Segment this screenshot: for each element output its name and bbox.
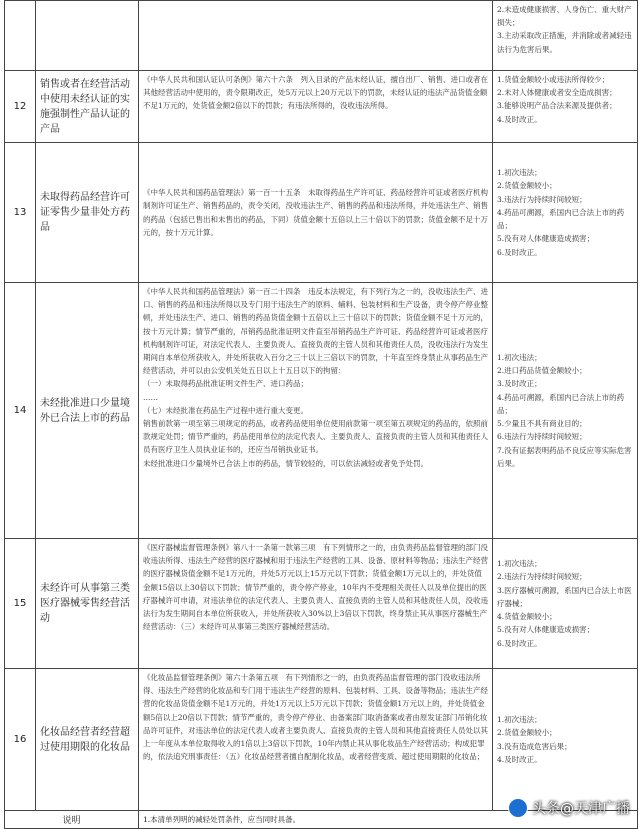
condition-item: 2.货值金额较小； — [497, 181, 557, 191]
condition-item: 3.及时改正； — [497, 379, 542, 389]
condition-item: 2.违法行为持续时间较短； — [497, 572, 587, 582]
condition-item: 6.及时改正。 — [497, 247, 542, 257]
law-text: 《中华人民共和国认证认可条例》第六十六条 列入目录的产品未经认证，擅自出厂、销售、进口或者在其他经营活动中使用的，责令限期改正，处5万元以上20万元以下的罚款，未经认证的违法产品货值金额不足1万元的，处货值金额2倍以下的罚款；有违法所得的，没收违法所得。 — [143, 75, 488, 111]
watermark-text: 头条@天津广播 — [532, 801, 630, 817]
condition-item: 3.没有造成危害后果； — [497, 741, 572, 751]
condition-item: 4.及时改正。 — [497, 114, 542, 124]
condition-item: 2.未造成健康损害、人身伤亡、重大财产损失； — [497, 5, 632, 28]
table-row — [5, 283, 638, 539]
law-cell — [139, 539, 493, 669]
condition-cell — [493, 283, 638, 539]
condition-item: 2.进口药品货值金额较小； — [497, 366, 587, 376]
condition-item: 6.及时改正。 — [497, 638, 542, 648]
condition-item: 1.初次违法； — [497, 353, 542, 363]
table-row — [5, 71, 638, 143]
law-cell — [139, 143, 493, 283]
condition-cell — [493, 539, 638, 669]
law-text: …… — [143, 392, 158, 402]
condition-cell — [493, 143, 638, 283]
condition-item: 4.药品可溯源，系国内已合法上市的药品； — [497, 207, 625, 231]
violation-name: 未取得药品经营许可证零售少量非处方药品 — [36, 143, 139, 283]
table-row — [5, 669, 638, 811]
condition-item: 7.没有证据表明药品不良反应等实际危害后果。 — [497, 445, 632, 468]
condition-cell — [493, 669, 638, 811]
violation-name: 未经许可从事第三类医疗器械零售经营活动 — [36, 539, 139, 669]
condition-item: 4.及时改正。 — [497, 754, 542, 764]
condition-item: 4.货值金额较小； — [497, 612, 557, 622]
condition-cell — [493, 1, 638, 71]
condition-item: 5.没有对人体健康造成损害； — [497, 234, 595, 244]
law-text: 未经批准进口少量境外已合法上市的药品，情节较轻的，可以依法减轻或者免予处罚。 — [143, 458, 428, 468]
law-text: 《医疗器械监督管理条例》第八十一条第一款第三项 有下列情形之一的，由负责药品监督管理的部门没收违法所得、违法生产经营的医疗器械和用于违法生产经营的工具、设备、原材料等物品；违法生产经营的医疗器械货值金额不足1万元的，并处5万元以上15万元以下罚款；货值金额1万元以上的，并处货值金额15倍以上30倍以下罚款；情节严重的，责令停产停业，10年内不受理相关责任人以及单位提出的医疗器械许可申请，对违法单位的法定代表人、主要负责人、直接负责的主管人员和其他责任人员，没收违法行为发生期间自本单位所获收入，并处所获收入30%以上3倍以下罚款，终身禁止其从事医疗器械生产经营活动：（三）未经许可从事第三类医疗器械经营活动。 — [143, 543, 488, 632]
law-text: （七）未经批准在药品生产过程中进行重大变更。 — [143, 405, 308, 415]
law-text: （一）未取得药品批准证明文件生产、进口药品； — [143, 379, 308, 389]
watermark — [508, 798, 630, 818]
table-row — [5, 143, 638, 283]
row-number: 16 — [5, 669, 36, 811]
law-text: 《化妆品监督管理条例》第六十条第五项 有下列情形之一的，由负责药品监督管理的部门没收违法所得、违法生产经营的化妆品和专门用于违法生产经营的原料、包装材料、工具、设备等物品；违法生产经营的化妆品货值金额不足1万元的，并处1万元以上5万元以下罚款；货值金额1万元以上的，并处货值金额5倍以上20倍以下罚款；情节严重的，责令停产停业、由备案部门取消备案或者由原发证部门吊销化妆品许可证件，对违法单位的法定代表人或者主要负责人、直接负责的主管人员和其他直接责任人员处以其上一年度从本单位取得收入的1倍以上3倍以下罚款，10年内禁止其从事化妆品生产经营活动；构成犯罪的，依法追究刑事责任：（五）化妆品经营者擅自配制化妆品，或者经营变质、超过使用期限的化妆品； — [143, 673, 488, 762]
row-number: 14 — [5, 283, 36, 539]
law-text: 《中华人民共和国药品管理法》第一百二十四条 违反本法规定，有下列行为之一的，没收违法生产、进口、销售的药品和违法所得以及专门用于违法生产的原料、辅料、包装材料和生产设备，责令停产停业整顿，并处违法生产、进口、销售的药品货值金额十五倍以上三十倍以下的罚款；货值金额不足十万元的，按十万元计算；情节严重的，吊销药品批准证明文件直至吊销药品生产许可证、药品经营许可证或者医疗机构制剂许可证，对法定代表人、主要负责人、直接负责的主管人员和其他责任人员，没收违法行为发生期间自本单位所获收入，并处所获收入百分之三十以上三倍以下的罚款，十年直至终身禁止从事药品生产经营活动，并可以由公安机关处五日以上十五日以下的拘留： — [143, 287, 488, 376]
law-cell — [139, 71, 493, 143]
footer-note: 1.本清单列明的减轻处罚条件，应当同时具备。 — [139, 811, 638, 829]
broadcast-logo-icon — [508, 798, 528, 818]
condition-item: 3.医疗器械可溯源，系国内已合法上市医疗器械； — [497, 585, 632, 608]
row-number: 12 — [5, 71, 36, 143]
violation-name: 销售或者在经营活动中使用未经认证的实施强制性产品认证的产品 — [36, 71, 139, 143]
condition-item: 3.能够说明产品合法来源及提供者； — [497, 101, 617, 111]
condition-item: 5.少量且不具有商业目的； — [497, 419, 587, 429]
condition-item: 6.违法行为持续时间较短； — [497, 432, 587, 442]
condition-cell — [493, 71, 638, 143]
table-row — [5, 1, 638, 71]
row-number: 13 — [5, 143, 36, 283]
law-cell — [139, 669, 493, 811]
condition-item: 2.货值金额较小； — [497, 728, 557, 738]
law-cell — [139, 283, 493, 539]
condition-item: 1.初次违法； — [497, 559, 542, 569]
violation-name: 化妆品经营者经营超过使用期限的化妆品 — [36, 669, 139, 811]
table-row — [5, 539, 638, 669]
condition-item: 3.主动采取改正措施，并消除或者减轻违法行为危害后果。 — [497, 31, 632, 54]
condition-item: 5.没有对人体健康造成损害； — [497, 625, 595, 635]
law-text: 《中华人民共和国药品管理法》第一百一十五条 未取得药品生产许可证、药品经营许可证或者医疗机构制剂许可证生产、销售药品的，责令关闭，没收违法生产、销售的药品和违法所得，并处违法生产、销售的药品（包括已售出和未售出的药品，下同）货值金额十五倍以上三十倍以下的罚款；货值金额不足十万元的，按十万元计算。 — [143, 188, 488, 237]
condition-item: 2.未对人体健康或者安全造成损害； — [497, 88, 617, 98]
violation-name: 未经批准进口少量境外已合法上市的药品 — [36, 283, 139, 539]
law-text: 销售前款第一项至第三项规定的药品，或者药品使用单位使用前款第一项至第五项规定的药品的，依照前款规定处罚；情节严重的，药品使用单位的法定代表人、主要负责人、直接负责的主管人员和其他责任人员有医疗卫生人员执业证书的，还应当吊销执业证书。 — [143, 419, 488, 455]
condition-item: 1.初次违法； — [497, 168, 542, 178]
condition-item: 1.货值金额较小或违法所得较少； — [497, 75, 610, 84]
footer-label: 说明 — [5, 811, 139, 829]
row-number: 15 — [5, 539, 36, 669]
condition-item: 3.违法行为持续时间较短； — [497, 194, 587, 204]
condition-item: 1.初次违法； — [497, 715, 542, 725]
penalty-table — [4, 0, 638, 829]
condition-item: 4.药品可溯源，系国内已合法上市的药品； — [497, 392, 625, 415]
